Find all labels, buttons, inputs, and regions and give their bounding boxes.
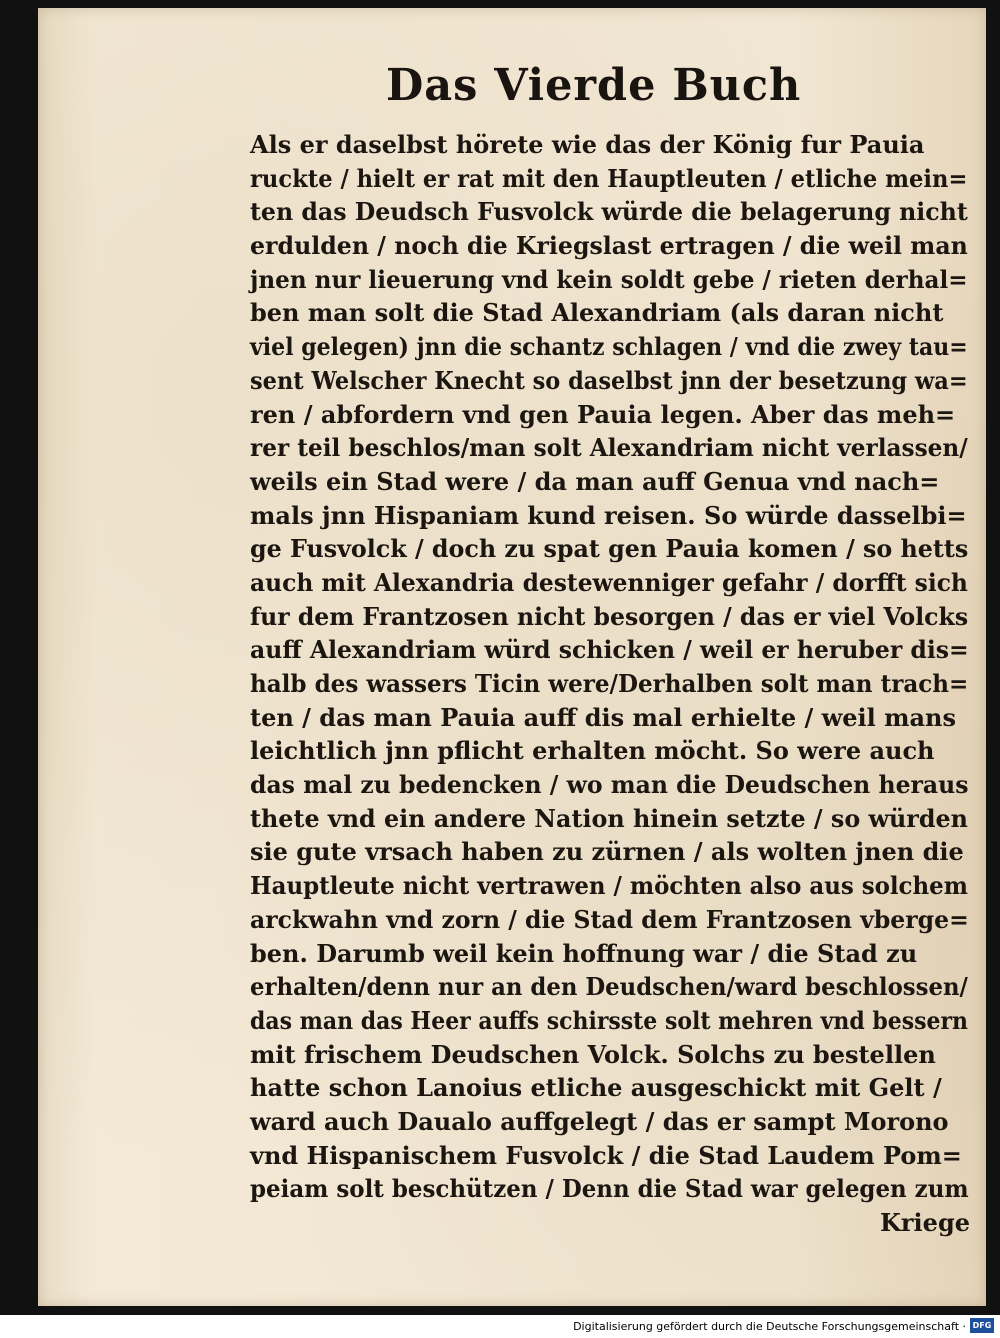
dfg-logo-icon: DFG: [970, 1318, 994, 1333]
running-head: Das Vierde Buch: [386, 60, 802, 111]
text-line: halb des wassers Ticin were/Derhalben solt man trach=: [250, 669, 969, 698]
text-line: ruckte / hielt er rat mit den Hauptleuten / etliche mein=: [250, 163, 968, 193]
text-line: thete vnd ein andere Nation hinein setzte / so würden: [250, 803, 968, 833]
text-line: ren / abfordern vnd gen Pauia legen. Aber das meh=: [250, 399, 956, 429]
footer-bar: [0, 1315, 1000, 1338]
text-line: mals jnn Hispaniam kund reisen. So würde dasselbi=: [250, 500, 967, 530]
text-line: auch mit Alexandria destewenniger gefahr / dorfft sich: [250, 567, 968, 597]
body-text: [250, 128, 970, 1240]
funding-credit: Digitalisierung gefördert durch die Deutsche Forschungsgemeinschaft ·: [573, 1320, 966, 1333]
text-line: sie gute vrsach haben zu zürnen / als wolten jnen die: [250, 837, 964, 867]
text-line: erhalten/denn nur an den Deudschen/ward beschlossen/: [250, 972, 968, 1002]
text-line: ten das Deudsch Fusvolck würde die belagerung nicht: [250, 197, 968, 227]
text-line: jnen nur lieuerung vnd kein soldt gebe / rieten derhal=: [250, 264, 968, 294]
text-line: das mal zu bedencken / wo man die Deudschen heraus: [250, 770, 969, 800]
text-line: vnd Hispanischem Fusvolck / die Stad Laudem Pom=: [250, 1140, 962, 1170]
text-line: sent Welscher Knecht so daselbst jnn der besetzung wa=: [250, 365, 968, 395]
text-line: das man das Heer auffs schirsste solt mehren vnd bessern: [250, 1005, 969, 1035]
text-line: leichtlich jnn pflicht erhalten möcht. So were auch: [250, 736, 935, 766]
text-line: peiam solt beschützen / Denn die Stad war gelegen zum: [250, 1174, 969, 1204]
text-line: ten / das man Pauia auff dis mal erhielte / weil mans: [250, 702, 957, 732]
text-line: hatte schon Lanoius etliche ausgeschickt mit Gelt /: [250, 1073, 942, 1103]
text-line: viel gelegen) jnn die schantz schlagen / vnd die zwey tau=: [250, 332, 968, 362]
text-line: ward auch Daualo auffgelegt / das er sampt Morono: [250, 1106, 949, 1136]
text-line: Als er daselbst hörete wie das der König fur Pauia: [250, 130, 925, 159]
text-line: fur dem Frantzosen nicht besorgen / das er viel Volcks: [250, 601, 969, 631]
text-line: rer teil beschlos/man solt Alexandriam nicht verlassen/: [250, 433, 968, 463]
text-line: mit frischem Deudschen Volck. Solchs zu bestellen: [250, 1039, 936, 1069]
text-line: weils ein Stad were / da man auff Genua vnd nach=: [250, 466, 940, 496]
catchword: Kriege: [880, 1208, 970, 1237]
text-line: ge Fusvolck / doch zu spat gen Pauia komen / so hetts: [250, 534, 969, 564]
text-line: auff Alexandriam würd schicken / weil er heruber dis=: [250, 635, 969, 665]
text-line: arckwahn vnd zorn / die Stad dem Frantzosen vberge=: [250, 904, 969, 934]
text-line: erdulden / noch die Kriegslast ertragen / die weil man: [250, 231, 968, 261]
text-line: ben man solt die Stad Alexandriam (als daran nicht: [250, 298, 944, 328]
text-line: Hauptleute nicht vertrawen / möchten also aus solchem: [250, 871, 968, 901]
text-line: ben. Darumb weil kein hoffnung war / die Stad zu: [250, 938, 918, 968]
